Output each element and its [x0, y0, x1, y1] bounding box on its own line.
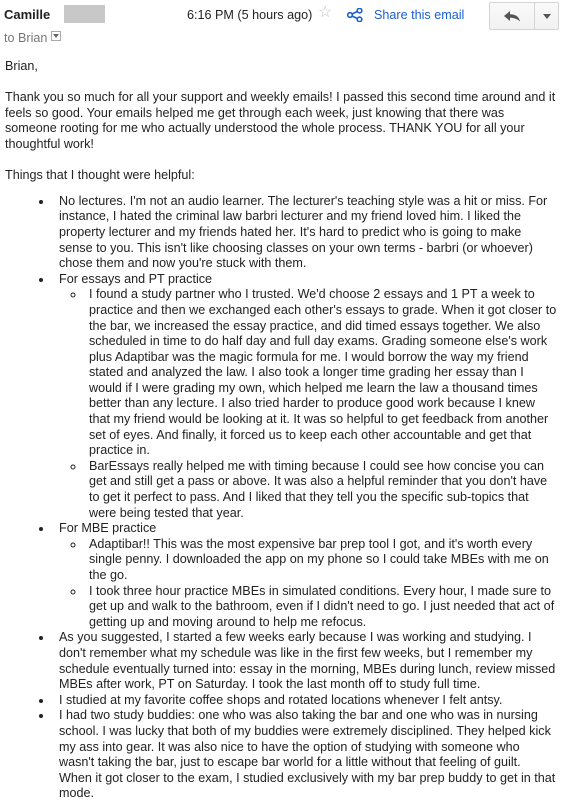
show-details-button[interactable] [51, 31, 61, 41]
more-options-button[interactable] [535, 3, 559, 29]
timestamp: 6:16 PM (5 hours ago) [187, 8, 313, 22]
list-item: • I had two study buddies: one who was also taking the bar and one who was in nursing school. I was lucky that both of my buddies were extremely disciplined. They helped kick my ass into gear. It was also nice to have the option of studying with someone who wasn't taking the bar, just to escape bar world for a little without that feeling of guilt. When it got closer to the exam, I studied exclusively with my bar prep buddy to get in that mode. [53, 708, 557, 802]
recipient-line: to Brian [4, 31, 48, 45]
sub-list-item: ◦ I found a study partner who I trusted. We'd choose 2 essays and 1 PT a week to practice and then we exchanged each other's essays to grade. When it got closer to the bar, we increased the essay practice, and did timed essays together. We also scheduled in time to do half day and full day exams. Grading someone else's work plus Adaptibar was the magic formula for me. I would borrow the way my friend stated and analyzed the law. I also took a longer time grading her essay than I would if I were grading my own, which helped me learn the law a thousand times better than any lecture. I also tried harder to produce good work because I knew that my friend would be looking at it. It was so helpful to get feedback from another set of eyes. And finally, it forced us to keep each other accountable and get that practice in. [85, 287, 557, 459]
reply-icon [503, 10, 521, 22]
chevron-down-icon [543, 14, 551, 19]
reply-button-group [489, 2, 559, 30]
list-item: • No lectures. I'm not an audio learner. The lecturer's teaching style was a hit or miss. For instance, I hated the criminal law barbri lecturer and my friend loved him. I liked the property lecturer and my friends hated her. It's hard to predict who is going to make sense to you. This isn't like choosing classes on your own terms - barbri (or whoever) chose them and now you're stuck with them. [53, 194, 557, 272]
list-item: • As you suggested, I started a few weeks early because I was working and studying. I don't remember what my schedule was like in the first few weeks, but I remember my schedule eventually turned into: essay in the morning, MBEs during lunch, review missed MBEs after work, PT on Saturday. I took the last month off to study full time. [53, 630, 557, 692]
star-icon[interactable]: ☆ [318, 4, 333, 21]
sub-list [59, 287, 557, 521]
sub-list [59, 537, 557, 631]
list-item: • For MBE practice ◦ Adaptibar!! This was the most expensive bar prep tool I got, and it's worth every single penny. I downloaded the app on my phone so I could take MBEs with me on the go. ◦ I took three hour practice MBEs in simulated conditions. Every hour, I made sure to get up and walk to the bathroom, even if I didn't need to go. I just needed that act of getting up and moving around to help me refocus. [53, 521, 557, 630]
share-icon[interactable] [347, 8, 363, 22]
list-heading: Things that I thought were helpful: [5, 168, 195, 183]
sub-list-item: ◦ I took three hour practice MBEs in simulated conditions. Every hour, I made sure to get up and walk to the bathroom, even if I didn't need to go. I just needed that act of getting up and moving around to help me refocus. [85, 584, 557, 631]
redacted-sender-email [64, 5, 105, 23]
sender-name[interactable]: Camille [4, 7, 51, 22]
intro-paragraph: Thank you so much for all your support and weekly emails! I passed this second time around and it feels so good. Your emails helped me get through each week, just knowing that there was someone rooting for me who actually understood the whole process. THANK YOU for all your thoughtful work! [5, 90, 556, 151]
email-header [0, 0, 562, 50]
list-item: • For essays and PT practice ◦ I found a study partner who I trusted. We'd choose 2 essays and 1 PT a week to practice and then we exchanged each other's essays to grade. When it got closer to the bar, we increased the essay practice, and did timed essays together. We also scheduled in time to do half day and full day exams. Grading someone else's work plus Adaptibar was the magic formula for me. I would borrow the way my friend stated and analyzed the law. I also took a longer time grading her essay than I would if I were grading my own, which helped me learn the law a thousand times better than any lecture. I also tried harder to produce good work because I knew that my friend would be looking at it. It was so helpful to get feedback from another set of eyes. And finally, it forced us to keep each other accountable and get that practice in. ◦ BarEssays really helped me with timing because I could see how concise you can get and still get a pass or above. It was also a helpful reminder that you don't have to get it perfect to pass. And I liked that they tell you the specific sub-topics that were being tested that year. [53, 272, 557, 522]
list-item: • I studied at my favorite coffee shops and rotated locations whenever I felt antsy. [53, 693, 557, 709]
sub-list-item: ◦ BarEssays really helped me with timing because I could see how concise you can get and still get a pass or above. It was also a helpful reminder that you don't have to get it perfect to pass. And I liked that they tell you the specific sub-topics that were being tested that year. [85, 459, 557, 521]
email-body [5, 59, 557, 802]
share-email-link[interactable]: Share this email [374, 8, 465, 22]
helpful-list [5, 194, 557, 802]
sub-list-item: ◦ Adaptibar!! This was the most expensive bar prep tool I got, and it's worth every single penny. I downloaded the app on my phone so I could take MBEs with me on the go. [85, 537, 557, 584]
chevron-down-icon [53, 34, 59, 38]
greeting: Brian, [5, 59, 38, 73]
reply-button[interactable] [490, 3, 535, 29]
